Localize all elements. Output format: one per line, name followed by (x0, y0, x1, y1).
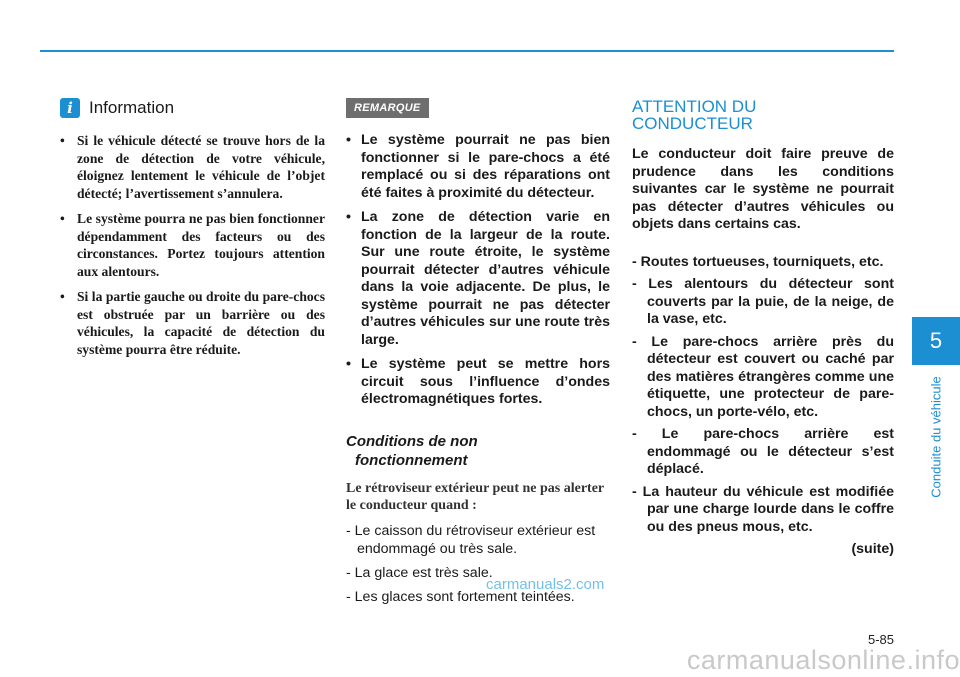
attention-list (632, 254, 894, 537)
information-list (60, 132, 325, 358)
non-function-item: - La glace est très sale. (346, 564, 493, 581)
information-header (60, 98, 325, 118)
information-item: • Si le véhicule détecté se trouve hors de la zone de détection de votre véhicule, éloignez lentement le véhicule de l’objet détecté; l’avertissement s’annulera. (60, 132, 325, 202)
information-item: • Le système pourra ne pas bien fonctionner dépendamment des facteurs ou des circonstances. Portez toujours attention aux alentours. (60, 210, 325, 280)
remark-list (346, 132, 610, 409)
attention-item: - Le pare-chocs arrière est endommagé ou le détecteur s’est déplacé. (632, 426, 894, 477)
information-column (60, 98, 325, 366)
attention-item: - Routes tortueuses, tourniquets, etc. (632, 253, 884, 270)
top-rule (40, 50, 894, 52)
watermark-blue: carmanuals2.com (486, 576, 605, 593)
chapter-tab: 5 (912, 317, 960, 365)
non-function-heading (346, 432, 610, 470)
remark-item: • Le système pourrait ne pas bien fonctionner si le pare-chocs a été remplacé ou si des réparations ont été faites à proximité du détecteur. (346, 132, 610, 202)
chapter-label: Conduite du véhicule (928, 376, 944, 498)
attention-item: - Les alentours du détecteur sont couverts par la puie, de la neige, de la vase, etc. (632, 276, 894, 327)
watermark-gray: carmanualsonline.info (686, 645, 960, 675)
remark-column (346, 98, 610, 612)
attention-title (632, 98, 894, 132)
remark-item: • Le système peut se mettre hors circuit sous l’influence d’ondes électromagnétiques fortes. (346, 356, 610, 409)
attention-intro: Le conducteur doit faire preuve de prudence dans les conditions suivantes car le système ne pourrait pas détecter d’autres véhicules ou objets dans certains cas. (632, 146, 894, 232)
attention-item: - Le pare-chocs arrière près du détecteur est couvert ou caché par des matières étrangères comme une étiquette, une protecteur de pare-chocs, un porte-vélo, etc. (632, 333, 894, 420)
information-title: Information (89, 98, 175, 117)
remark-tag: REMARQUE (346, 98, 429, 118)
continued-label: (suite) (851, 541, 894, 557)
information-item: • Si la partie gauche ou droite du pare-chocs est obstruée par un barrière ou des véhicules, la capacité de détection du système pourra être réduite. (60, 288, 325, 358)
non-function-intro: Le rétroviseur extérieur peut ne pas alerter le conducteur quand : (346, 480, 604, 513)
info-icon: i (60, 98, 80, 118)
attention-item: - La hauteur du véhicule est modifiée par une charge lourde dans le coffre ou des pneus mous, etc. (632, 483, 894, 535)
non-function-item: - Le caisson du rétroviseur extérieur est endommagé ou très sale. (346, 522, 596, 557)
attention-title-line1: ATTENTION DU (632, 97, 757, 116)
non-function-item: - Les glaces sont fortement teintées. (346, 588, 575, 605)
non-function-heading-line2: fonctionnement (355, 451, 468, 469)
page-number: 5-85 (867, 632, 894, 647)
remark-item: • La zone de détection varie en fonction de la largeur de la route. Sur une route étroite, le système pourrait détecter d’autres véhicule dans la voie adjacente. De plus, le système pourrait ne pas détecter d’autres véhicules sur une route très large. (346, 209, 610, 349)
non-function-heading-line1: Conditions de non (346, 432, 478, 450)
attention-title-line2: CONDUCTEUR (632, 114, 753, 133)
attention-column (632, 98, 894, 557)
